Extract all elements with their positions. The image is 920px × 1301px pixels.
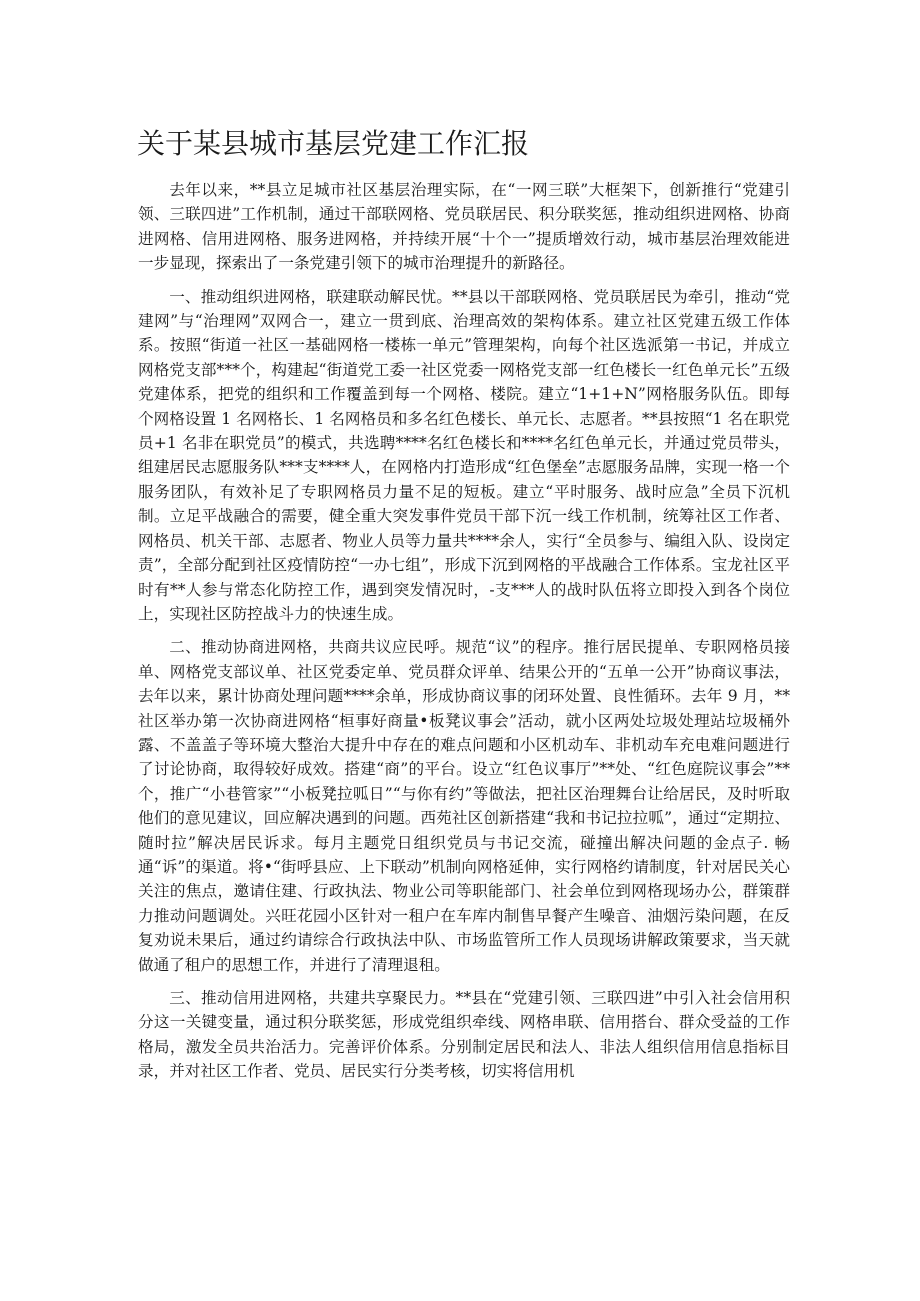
paragraph-section-1: 一、推动组织进网格，联建联动解民忧。**县以干部联网格、党员联居民为牵引，推动“党建网”与“治理网”双网合一，建立一贯到底、治理高效的架构体系。建立社区党建五级工作体系。按照“街道一社区一基础网格一楼栋一单元”管理架构，向每个社区选派第一书记，并成立网格党支部***个，构建起“街道党工委一社区党委一网格党支部一红色楼长一红色单元长”五级党建体系，把党的组织和工作覆盖到每一个网格、楼院。建立“1+1+N”网格服务队伍。即每个网格设置 1 名网格长、1 名网格员和多名红色楼长、单元长、志愿者。**县按照“1 名在职党员+1 名非在职党员”的模式，共选聘****名红色楼长和****名红色单元长，并通过党员带头，组建居民志愿服务队***支****人，在网格内打造形成“红色堡垒”志愿服务品牌，实现一格一个服务团队，有效补足了专职网格员力量不足的短板。建立“平时服务、战时应急”全员下沉机制。立足平战融合的需要，健全重大突发事件党员干部下沉一线工作机制，统筹社区工作者、网格员、机关干部、志愿者、物业人员等力量共****余人，实行“全员参与、编组入队、设岗定责”，全部分配到社区疫情防控“一办七组”，形成下沉到网格的平战融合工作体系。宝龙社区平时有**人参与常态化防控工作，遇到突发情况时，-支***人的战时队伍将立即投入到各个岗位上，实现社区防控战斗力的快速生成。 — [138, 287, 790, 623]
paragraph-section-2: 二、推动协商进网格，共商共议应民呼。规范“议”的程序。推行居民提单、专职网格员接单、网格党支部议单、社区党委定单、党员群众评单、结果公开的“五单一公开”协商议事法，去年以来，累计协商处理问题****余单，形成协商议事的闭环处置、良性循环。去年 9 月，**社区举办第一次协商进网格“桓事好商量•板凳议事会”活动，就小区两处垃圾处理站垃圾桶外露、不盖盖子等环境大整治大提升中存在的难点问题和小区机动车、非机动车充电难问题进行了讨论协商，取得较好成效。搭建“商”的平台。设立“红色议事厅”**处、“红色庭院议事会”**个，推广“小巷管家”“小板凳拉呱日”“与你有约”等做法，把社区治理舞台让给居民，及时听取他们的意见建议，回应解决遇到的问题。西苑社区创新搭建“我和书记拉拉呱”，通过“定期拉、随时拉”解决居民诉求。每月主题党日组织党员与书记交流，碰撞出解决问题的金点子. 畅通“诉”的渠道。将•“街呼县应、上下联动”机制向网格延伸，实行网格约请制度，针对居民关心关注的焦点，邀请住建、行政执法、物业公司等职能部门、社会单位到网格现场办公，群策群力推动问题调处。兴旺花园小区针对一租户在车库内制售早餐产生噪音、油烟污染问题，在反复劝说未果后，通过约请综合行政执法中队、市场监管所工作人员现场讲解政策要求，当天就做通了租户的思想工作，并进行了清理退租。 — [138, 638, 790, 974]
paragraph-intro: 去年以来，**县立足城市社区基层治理实际，在“一网三联”大框架下，创新推行“党建引领、三联四进”工作机制，通过干部联网格、党员联居民、积分联奖惩，推动组织进网格、协商进网格、信用进网格、服务进网格，并持续开展“十个一”提质增效行动，城市基层治理效能进一步显现，探索出了一条党建引领下的城市治理提升的新路径。 — [138, 181, 790, 273]
document-body — [138, 178, 790, 1093]
paragraph-section-3: 三、推动信用进网格，共建共享聚民力。**县在“党建引领、三联四进”中引入社会信用积分这一关键变量，通过积分联奖惩，形成党组织牵线、网格串联、信用搭台、群众受益的工作格局，激发全员共治活力。完善评价体系。分别制定居民和法人、非法人组织信用信息指标目录，并对社区工作者、党员、居民实行分类考核，切实将信用机 — [138, 989, 790, 1081]
document-title: 关于某县城市基层党建工作汇报 — [137, 127, 530, 160]
